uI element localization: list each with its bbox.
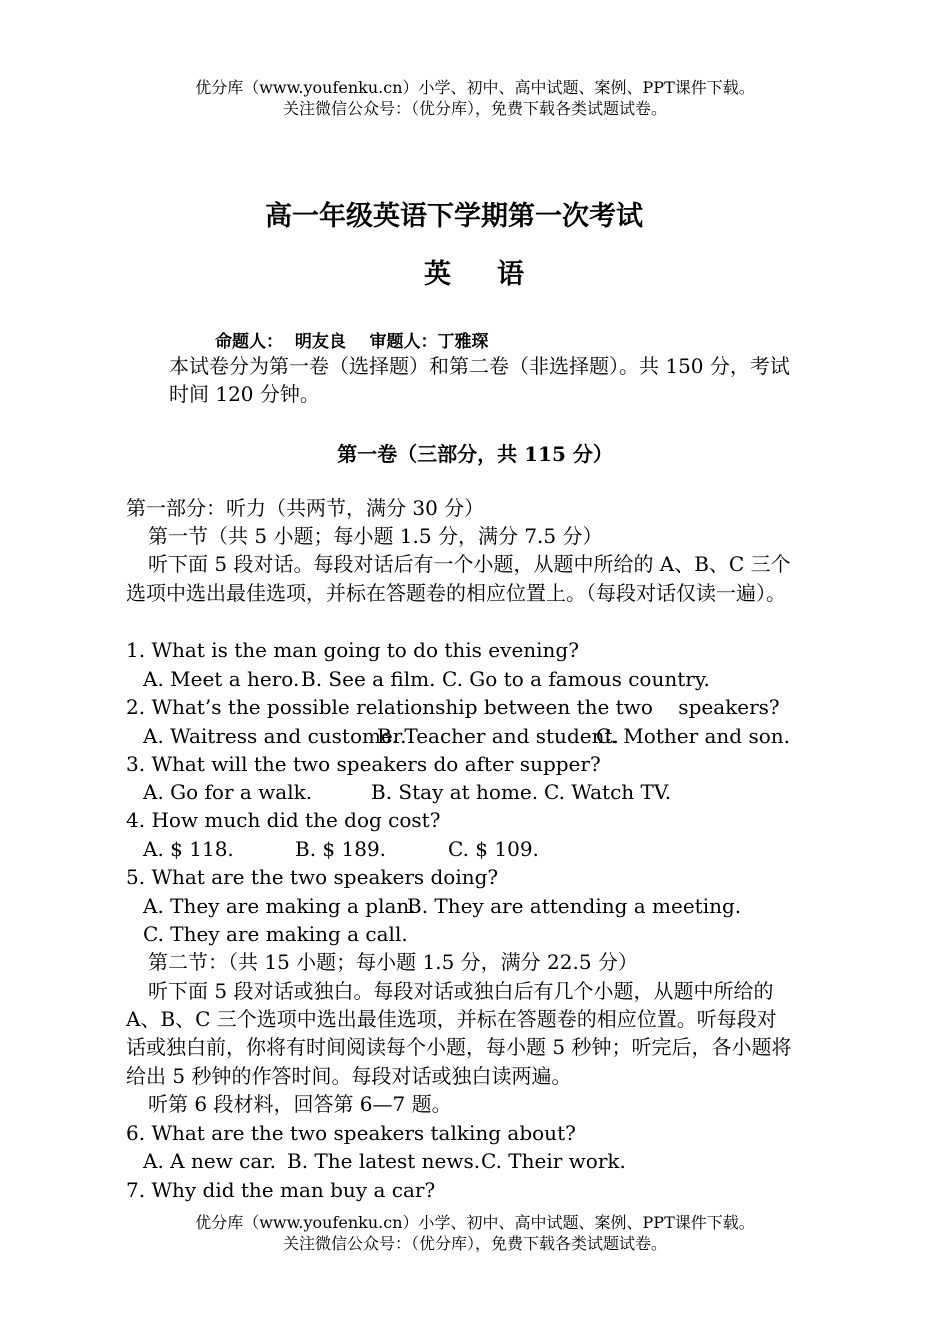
- q4-option-a: A. $ 118.: [143, 837, 234, 861]
- subject-char-2: 语: [497, 259, 524, 290]
- q6-option-b: B. The latest news.: [287, 1149, 481, 1173]
- header-line-2: 关注微信公众号：（优分库），免费下载各类试题试卷。: [282, 99, 667, 118]
- footer-line-1: 优分库（www.youfenku.cn）小学、初中、高中试题、案例、PPT课件下载。: [195, 1213, 755, 1232]
- section-two-heading: 第二节：（共 15 小题；每小题 1.5 分，满分 22.5 分）: [148, 950, 638, 974]
- q2-option-c: C. Mother and son.: [596, 724, 791, 748]
- material-6-instruction: 听第 6 段材料，回答第 6—7 题。: [148, 1092, 452, 1116]
- question-2: 2. What’s the possible relationship between the two speakers?: [126, 695, 780, 719]
- intro-line-2: 时间 120 分钟。: [169, 382, 320, 406]
- question-3: 3. What will the two speakers do after supper?: [126, 752, 601, 776]
- q1-option-b: B. See a film.: [301, 667, 436, 691]
- subject-char-1: 英: [424, 259, 451, 290]
- intro-line-1: 本试卷分为第一卷（选择题）和第二卷（非选择题）。共 150 分，考试: [169, 354, 790, 378]
- q3-option-b: B. Stay at home.: [371, 780, 539, 804]
- q3-option-c: C. Watch TV.: [544, 780, 672, 804]
- q5-option-a: A. They are making a plan.: [143, 894, 416, 918]
- question-5: 5. What are the two speakers doing?: [126, 865, 499, 889]
- q1-option-a: A. Meet a hero.: [143, 667, 300, 691]
- q6-option-a: A. A new car.: [143, 1149, 276, 1173]
- q2-option-a: A. Waitress and customer.: [143, 724, 407, 748]
- question-4: 4. How much did the dog cost?: [126, 808, 441, 832]
- section-one-heading: 第一节（共 5 小题；每小题 1.5 分，满分 7.5 分）: [148, 524, 603, 548]
- q5-option-b: B. They are attending a meeting.: [407, 894, 742, 918]
- section-one-instr-1: 听下面 5 段对话。每段对话后有一个小题，从题中所给的 A、B、C 三个: [148, 552, 791, 576]
- footer-line-2: 关注微信公众号：（优分库），免费下载各类试题试卷。: [282, 1234, 667, 1253]
- exam-title: 高一年级英语下学期第一次考试: [265, 201, 643, 232]
- section-one-instr-2: 选项中选出最佳选项，并标在答题卷的相应位置上。（每段对话仅读一遍）。: [126, 581, 786, 605]
- header-line-1: 优分库（www.youfenku.cn）小学、初中、高中试题、案例、PPT课件下载。: [195, 78, 755, 97]
- q1-option-c: C. Go to a famous country.: [442, 667, 710, 691]
- part-one-title: 第一卷（三部分，共 115 分）: [337, 442, 613, 466]
- section-two-instr-2: A、B、C 三个选项中选出最佳选项，并标在答题卷的相应位置。听每段对: [126, 1007, 777, 1031]
- question-6: 6. What are the two speakers talking about?: [126, 1121, 576, 1145]
- question-7: 7. Why did the man buy a car?: [126, 1178, 436, 1202]
- q4-option-c: C. $ 109.: [448, 837, 539, 861]
- q3-option-a: A. Go for a walk.: [143, 780, 313, 804]
- q6-option-c: C. Their work.: [481, 1149, 626, 1173]
- authors-line: 命题人： 明友良 审题人：丁雅琛: [215, 332, 489, 352]
- section-two-instr-3: 话或独白前，你将有时间阅读每个小题，每小题 5 秒钟；听完后，各小题将: [126, 1035, 792, 1059]
- q2-option-b: B. Teacher and student.: [377, 724, 619, 748]
- question-1: 1. What is the man going to do this evening?: [126, 638, 579, 662]
- q4-option-b: B. $ 189.: [295, 837, 387, 861]
- listening-heading: 第一部分：听力（共两节，满分 30 分）: [126, 496, 485, 520]
- section-two-instr-1: 听下面 5 段对话或独白。每段对话或独白后有几个小题，从题中所给的: [148, 979, 774, 1003]
- section-two-instr-4: 给出 5 秒钟的作答时间。每段对话或独白读两遍。: [126, 1064, 572, 1088]
- q5-option-c: C. They are making a call.: [143, 922, 408, 946]
